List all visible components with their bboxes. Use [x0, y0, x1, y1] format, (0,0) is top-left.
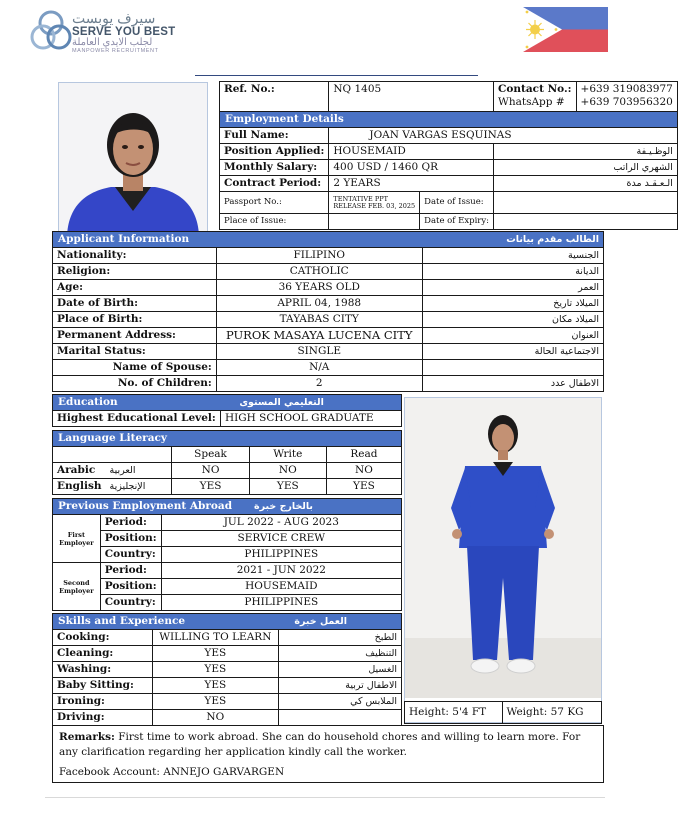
issue-date-value — [494, 192, 678, 214]
first-employer-label — [53, 515, 101, 563]
address-label: Permanent Address: — [53, 328, 217, 344]
marital-label: Marital Status: — [53, 344, 217, 360]
address-label-ar: العنوان — [422, 328, 603, 344]
age-label: Age: — [53, 280, 217, 296]
cooking-label: Cooking: — [53, 630, 153, 646]
issue-date-label: Date of Issue: — [420, 192, 494, 214]
washing-label: Washing: — [53, 662, 153, 678]
babysitting-value: YES — [152, 678, 278, 694]
dob-label-ar: الميلاد تاريخ — [422, 296, 603, 312]
babysitting-label-ar: الاطفال تربية — [278, 678, 401, 694]
skills-title: Skills and Experience — [58, 615, 186, 627]
second-employer-label — [53, 563, 101, 611]
children-label: No. of Children: — [53, 376, 217, 392]
second-country-value: PHILIPPINES — [161, 595, 401, 611]
cleaning-label: Cleaning: — [53, 646, 153, 662]
remarks-paragraph — [59, 730, 597, 760]
second-position-value: HOUSEMAID — [161, 579, 401, 595]
children-value: 2 — [216, 376, 422, 392]
second-period-value: 2021 - JUN 2022 — [161, 563, 401, 579]
whatsapp-value: +639 703956320 — [580, 96, 673, 108]
position-value: HOUSEMAID — [329, 144, 494, 160]
skills-title-ar: العمل خبرة — [294, 616, 347, 627]
cooking-value: WILLING TO LEARN — [152, 630, 278, 646]
marital-value: SINGLE — [216, 344, 422, 360]
language-header-blank — [53, 447, 172, 463]
first-position-value: SERVICE CREW — [161, 531, 401, 547]
english-write: YES — [249, 479, 326, 495]
first-country-value: PHILIPPINES — [161, 547, 401, 563]
logo-english-name: SERVE YOU BEST — [72, 26, 176, 38]
passport-value-line2: RELEASE FEB. 03, 2025 — [333, 201, 416, 210]
read-header: Read — [326, 447, 401, 463]
dob-value: APRIL 04, 1988 — [216, 296, 422, 312]
cleaning-value: YES — [152, 646, 278, 662]
english-speak: YES — [172, 479, 249, 495]
previous-employment-title-ar: بالخارج خبرة — [254, 501, 313, 512]
company-logo — [28, 8, 188, 58]
arabic-read: NO — [326, 463, 401, 479]
first-employer-label-line2: Employer — [59, 538, 94, 547]
nationality-label: Nationality: — [53, 248, 217, 264]
footer-divider — [45, 797, 605, 798]
expiry-value — [494, 214, 678, 230]
remarks-text: First time to work abroad. She can do household chores and willing to learn more. For any clarification regarding her application kindly call the worker. — [59, 731, 581, 758]
first-employer-label-line1: First — [67, 530, 85, 539]
second-position-label: Position: — [100, 579, 161, 595]
marital-label-ar: الاجتماعية الحالة — [422, 344, 603, 360]
height-weight-table — [404, 701, 602, 724]
spouse-label-ar — [422, 360, 603, 376]
employment-details-table — [219, 81, 678, 230]
applicant-information-table — [52, 231, 604, 392]
address-value: PUROK MASAYA LUCENA CITY — [216, 328, 422, 344]
education-title-ar: التعليمي المستوى — [239, 397, 324, 408]
ref-label: Ref. No.: — [220, 82, 329, 112]
whatsapp-label: WhatsApp # — [498, 96, 565, 108]
driving-label: Driving: — [53, 710, 153, 726]
arabic-speak: NO — [172, 463, 249, 479]
language-header: Language Literacy — [53, 431, 402, 447]
contact-label: Contact No.: — [498, 83, 572, 95]
salary-label-ar: الشهري الراتب — [494, 160, 678, 176]
contract-label: Contract Period: — [220, 176, 329, 192]
pob-value: TAYABAS CITY — [216, 312, 422, 328]
language-literacy-table — [52, 430, 402, 495]
dob-label: Date of Birth: — [53, 296, 217, 312]
education-header — [53, 395, 402, 411]
washing-label-ar: الغسيل — [278, 662, 401, 678]
contact-values — [576, 82, 677, 112]
applicant-info-header — [53, 232, 604, 248]
age-label-ar: العمر — [422, 280, 603, 296]
religion-label-ar: الديانة — [422, 264, 603, 280]
second-employer-label-line1: Second — [63, 578, 90, 587]
english-label: English — [53, 479, 106, 495]
driving-label-ar — [278, 710, 401, 726]
babysitting-label: Baby Sitting: — [53, 678, 153, 694]
skills-header — [53, 614, 402, 630]
weight-value: Weight: 57 KG — [502, 702, 601, 724]
ironing-label-ar: الملابس كي — [278, 694, 401, 710]
logo-arabic-name: سيرف يوبست — [72, 10, 156, 26]
education-table — [52, 394, 402, 427]
skills-table — [52, 613, 402, 726]
nationality-value: FILIPINO — [216, 248, 422, 264]
full-name-value: JOAN VARGAS ESQUINAS — [329, 128, 677, 144]
ironing-label: Ironing: — [53, 694, 153, 710]
first-period-label: Period: — [100, 515, 161, 531]
issue-place-label: Place of Issue: — [220, 214, 329, 230]
contract-label-ar: الـعـقـد مدة — [494, 176, 678, 192]
education-level-value: HIGH SCHOOL GRADUATE — [220, 411, 401, 427]
speak-header: Speak — [172, 447, 249, 463]
applicant-info-title: Applicant Information — [58, 233, 190, 245]
second-country-label: Country: — [100, 595, 161, 611]
employment-details-header: Employment Details — [220, 112, 678, 128]
logo-arabic-tagline: لجلب الايدي العاملة — [72, 37, 153, 48]
applicant-portrait-photo — [58, 82, 208, 236]
philippines-flag-icon — [523, 7, 608, 52]
pob-label-ar: الميلاد مكان — [422, 312, 603, 328]
previous-employment-title: Previous Employment Abroad — [58, 500, 233, 512]
position-label-ar: الوظـيـفة — [494, 144, 678, 160]
passport-value — [329, 192, 420, 214]
contact-labels — [494, 82, 577, 112]
cooking-label-ar: الطبخ — [278, 630, 401, 646]
logo-rings-icon — [28, 8, 74, 54]
logo-tagline: MANPOWER RECRUITMENT — [72, 48, 159, 54]
children-label-ar: الاطفال عدد — [422, 376, 603, 392]
age-value: 36 YEARS OLD — [216, 280, 422, 296]
salary-label: Monthly Salary: — [220, 160, 329, 176]
write-header: Write — [249, 447, 326, 463]
full-name-label: Full Name: — [220, 128, 329, 144]
passport-label: Passport No.: — [220, 192, 329, 214]
header-divider — [195, 75, 478, 76]
contract-value: 2 YEARS — [329, 176, 494, 192]
applicant-fullbody-photo — [404, 397, 602, 723]
contact-value: +639 319083977 — [580, 83, 673, 95]
passport-value-line1: TENTATIVE PPT — [333, 194, 388, 203]
ref-value: NQ 1405 — [329, 82, 494, 112]
ironing-value: YES — [152, 694, 278, 710]
first-country-label: Country: — [100, 547, 161, 563]
position-label: Position Applied: — [220, 144, 329, 160]
arabic-label-ar: العربية — [106, 463, 172, 479]
portrait-illustration — [59, 83, 207, 235]
english-read: YES — [326, 479, 401, 495]
remarks-label: Remarks: — [59, 731, 115, 743]
arabic-write: NO — [249, 463, 326, 479]
spouse-label: Name of Spouse: — [53, 360, 217, 376]
salary-value: 400 USD / 1460 QR — [329, 160, 494, 176]
facebook-account: Facebook Account: ANNEJO GARVARGEN — [59, 766, 285, 778]
previous-employment-header — [53, 499, 402, 515]
washing-value: YES — [152, 662, 278, 678]
english-label-ar: الإنجليزية — [106, 479, 172, 495]
education-title: Education — [58, 396, 118, 408]
arabic-label: Arabic — [53, 463, 106, 479]
pob-label: Place of Birth: — [53, 312, 217, 328]
second-employer-label-line2: Employer — [59, 586, 94, 595]
second-period-label: Period: — [100, 563, 161, 579]
height-value: Height: 5'4 FT — [405, 702, 503, 724]
applicant-info-title-ar: الطالب مقدم بيانات — [506, 234, 599, 245]
expiry-label: Date of Expiry: — [420, 214, 494, 230]
remarks-box — [52, 725, 604, 783]
driving-value: NO — [152, 710, 278, 726]
first-position-label: Position: — [100, 531, 161, 547]
previous-employment-table — [52, 498, 402, 611]
education-level-label: Highest Educational Level: — [53, 411, 221, 427]
cleaning-label-ar: التنظيف — [278, 646, 401, 662]
religion-label: Religion: — [53, 264, 217, 280]
fullbody-illustration — [405, 398, 601, 698]
first-period-value: JUL 2022 - AUG 2023 — [161, 515, 401, 531]
nationality-label-ar: الجنسية — [422, 248, 603, 264]
religion-value: CATHOLIC — [216, 264, 422, 280]
spouse-value: N/A — [216, 360, 422, 376]
issue-place-value — [329, 214, 420, 230]
